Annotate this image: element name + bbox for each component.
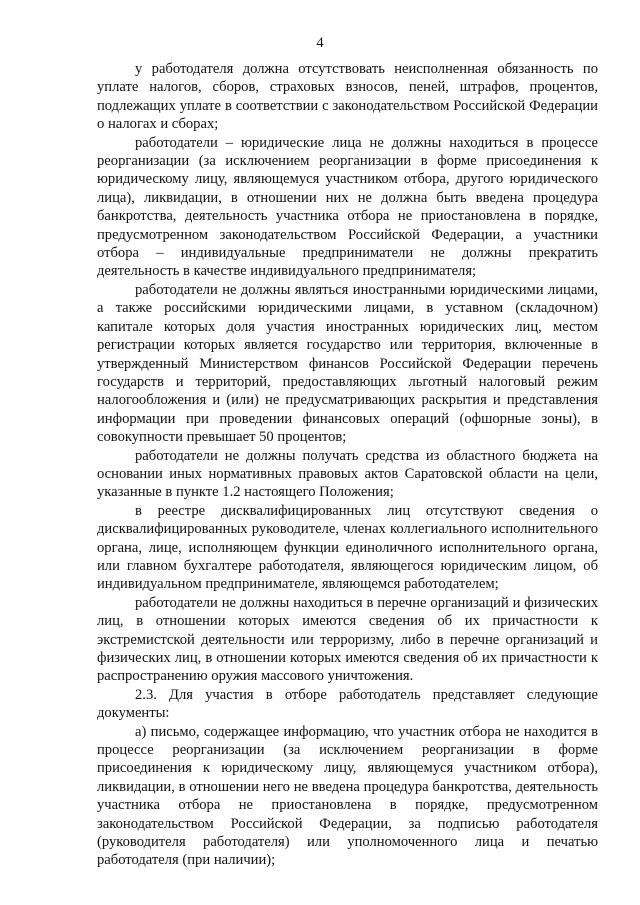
paragraph-reorganization: работодатели – юридические лица не должны находиться в процессе реорганизации (за исключением реорганизации в форме присоединения к юридическому лицу, являющемуся участником отбора, другого юридического лица), ликвидации, в отношении них не должна быть введена процедура банкротства, деятельность участника отбора не приостановлена в порядке, предусмотренном законодательством Российской Федерации, а участники отбора – индивидуальные предприниматели не должны прекратить деятельность в качестве индивидуального предпринимателя; xyxy=(97,134,598,280)
paragraph-extremism-list: работодатели не должны находиться в перечне организаций и физических лиц, в отношении которых имеются сведения об их причастности к экстремистской деятельности или терроризму, либо в перечне организаций и физических лиц, в отношении которых имеются сведения об их причастности к распространению оружия массового уничтожения. xyxy=(97,594,598,685)
paragraph-disqualified-registry: в реестре дисквалифицированных лиц отсутствуют сведения о дисквалифицированных руководителе, членах коллегиального исполнительного органа, лице, исполняющем функции единоличного исполнительного органа, или главном бухгалтере работодателя, являющегося юридическим лицом, об индивидуальном предпринимателе, являющемся работодателем; xyxy=(97,502,598,593)
paragraph-tax-obligations: у работодателя должна отсутствовать неисполненная обязанность по уплате налогов, сборов, страховых взносов, пеней, штрафов, процентов, подлежащих уплате в соответствии с законодательством Российской Федерации о налогах и сборах; xyxy=(97,61,598,133)
paragraph-foreign-entities: работодатели не должны являться иностранными юридическими лицами, а также российскими юридическими лицами, в уставном (складочном) капитале которых доля участия иностранных юридических лиц, местом регистрации которых является государство или территория, включенные в утвержденный Министерством финансов Российской Федерации перечень государств и территорий, предоставляющих льготный налоговый режим налогообложения и (или) не предусматривающих раскрытия и представления информации при проведении финансовых операций (офшорные зоны), в совокупности превышает 50 процентов; xyxy=(97,281,598,446)
page-number: 4 xyxy=(316,35,324,51)
paragraph-regional-budget: работодатели не должны получать средства из областного бюджета на основании иных нормативных правовых актов Саратовской области на цели, указанные в пункте 1.2 настоящего Положения; xyxy=(97,447,598,501)
paragraph-item-a: а) письмо, содержащее информацию, что участник отбора не находится в процессе реорганизации (за исключением реорганизации в форме присоединения к юридическому лицу, являющемуся участником отбора), ликвидации, в отношении него не введена процедура банкротства, деятельность участника отбора не приостановлена в порядке, предусмотренном законодательством Российской Федерации, за подписью работодателя (руководителя работодателя) или уполномоченного лица и печатью работодателя (при наличии); xyxy=(97,723,598,869)
paragraph-section-2-3: 2.3. Для участия в отборе работодатель представляет следующие документы: xyxy=(97,686,598,722)
document-body xyxy=(97,60,598,870)
